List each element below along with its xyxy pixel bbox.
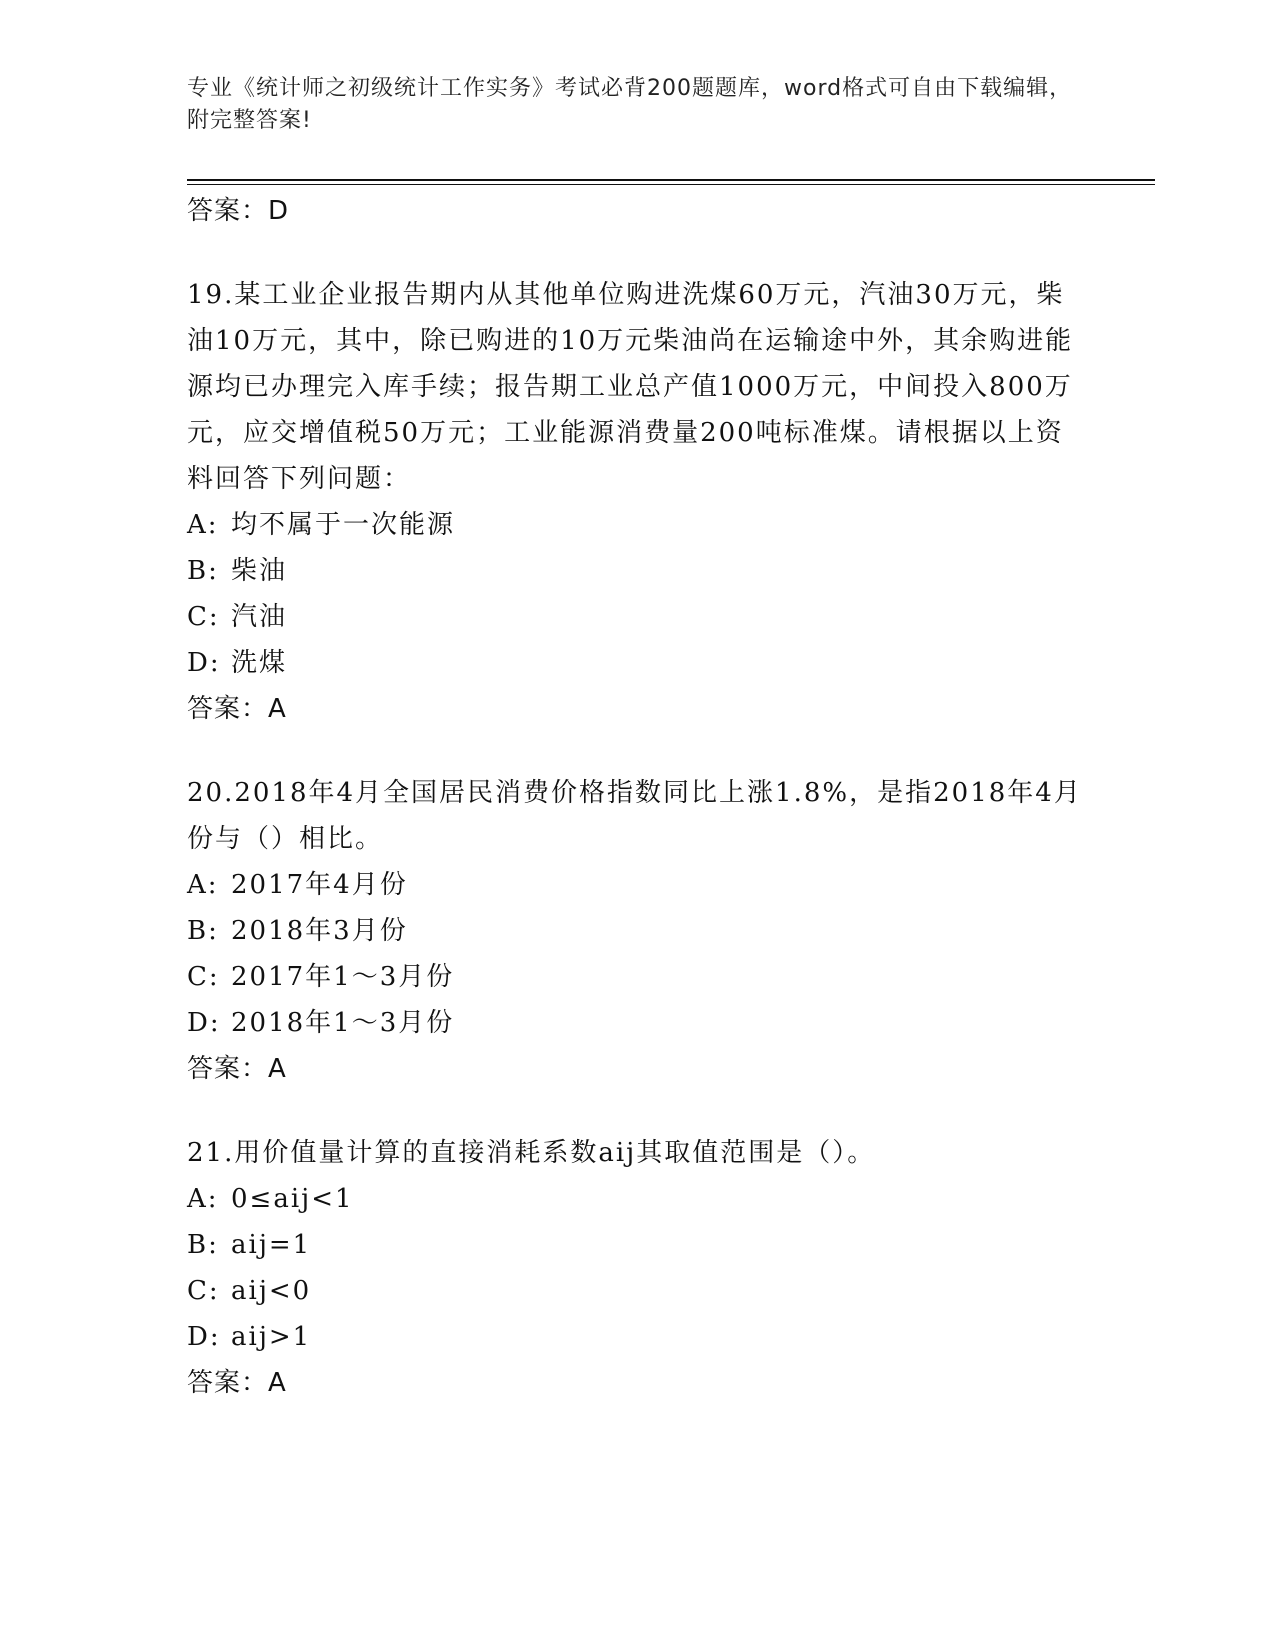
option-d (187, 1314, 1087, 1360)
option-letter: B: (187, 1230, 219, 1260)
answer-line: 答案：A (187, 694, 287, 724)
option-text: 2017年4月份 (231, 870, 408, 900)
option-c (187, 1268, 1087, 1314)
option-letter: D: (187, 1008, 221, 1038)
option-text: 2018年1～3月份 (231, 1008, 455, 1038)
option-d (187, 1000, 1087, 1046)
option-letter: D: (187, 1322, 221, 1352)
option-b (187, 908, 1087, 954)
option-text: aij>1 (231, 1322, 312, 1352)
answer-line: 答案：A (187, 1054, 287, 1084)
option-a (187, 862, 1087, 908)
option-a (187, 1176, 1087, 1222)
option-b (187, 1222, 1087, 1268)
option-text: 汽油 (231, 602, 288, 632)
header-divider-thin (187, 184, 1155, 185)
option-c (187, 594, 1087, 640)
option-text: 均不属于一次能源 (231, 510, 456, 540)
option-a (187, 502, 1087, 548)
question-stem: 20.2018年4月全国居民消费价格指数同比上涨1.8%，是指2018年4月份与（）相比。 (187, 778, 1082, 854)
document-body (187, 188, 1087, 1406)
option-text: aij<0 (231, 1276, 312, 1306)
option-text: aij=1 (231, 1230, 312, 1260)
option-text: 0≤aij<1 (231, 1184, 354, 1214)
option-letter: A: (187, 1184, 219, 1214)
option-letter: C: (187, 602, 220, 632)
option-letter: D: (187, 648, 221, 678)
option-text: 洗煤 (231, 648, 288, 678)
option-text: 2018年3月份 (231, 916, 408, 946)
option-letter: C: (187, 1276, 220, 1306)
option-letter: B: (187, 916, 219, 946)
answer-line: 答案：A (187, 1368, 287, 1398)
option-text: 2017年1～3月份 (231, 962, 455, 992)
option-d (187, 640, 1087, 686)
option-text: 柴油 (231, 556, 288, 586)
question-item (187, 272, 1087, 732)
answer-line: 答案：D (187, 196, 290, 226)
option-c (187, 954, 1087, 1000)
option-letter: C: (187, 962, 220, 992)
question-item (187, 770, 1087, 1092)
option-letter: A: (187, 870, 219, 900)
header-divider-thick (187, 179, 1155, 181)
question-stem: 19.某工业企业报告期内从其他单位购进洗煤60万元，汽油30万元，柴油10万元，其中，除已购进的10万元柴油尚在运输途中外，其余购进能源均已办理完入库手续；报告期工业总产值1000万元，中间投入800万元，应交增值税50万元；工业能源消费量200吨标准煤。请根据以上资料回答下列问题： (187, 280, 1074, 494)
question-item (187, 1130, 1087, 1406)
option-b (187, 548, 1087, 594)
option-letter: A: (187, 510, 219, 540)
option-letter: B: (187, 556, 219, 586)
page-header: 专业《统计师之初级统计工作实务》考试必背200题题库，word格式可自由下载编辑，附完整答案! (187, 76, 1073, 133)
question-stem: 21.用价值量计算的直接消耗系数aij其取值范围是（）。 (187, 1138, 876, 1168)
